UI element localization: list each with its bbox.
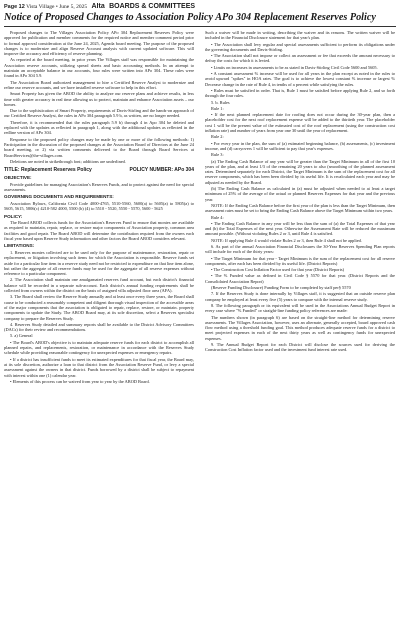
paragraph: Such a waiver will be made in writing, describing the waiver and its reasons. The written waiver will be included in the Financial Disclosure statement for that year's plan.	[205, 30, 395, 41]
paragraph: Response to the proposed policy changes may be made by one or more of the following methods: 1) Participation in the discussion of the proposed changes at the Association Board of Directors at the June 24 board meeting, or 2) via written comments delivered to the Board through Board Services at BoardServices@the-villages.com.	[4, 136, 194, 158]
paragraph: 9. The Annual Budget Report for each District will disclose the sources used for deriving the Construction Cost Inflation factor used and the investment fund interest rate used.	[205, 342, 395, 353]
policy-heading: POLICY:	[4, 213, 23, 219]
paragraph: • The Board's ABOD's objective is to maintain adequate reserve funds for each district to accomplish all planned repairs, and replacements, restoration, or maintenance in accordance with the Reserves Study schedule while providing reasonable contingency for unexpected expenses or emergency repairs.	[4, 339, 194, 356]
objective-heading: OBJECTIVE:	[4, 175, 32, 181]
issue-date: Vista Village • June 5, 2025	[26, 4, 88, 10]
left-column	[4, 30, 194, 614]
paragraph: • The Ending Cash Balance in any year will be less than the sum of (a) the Total Expenses of that year and (b) the Total Expenses of the next year. Otherwise the Assessment Rate will be reduced the maximum amount possible. (Without violating Rules 2 or 3, until Rule 4 is satisfied.	[205, 220, 395, 237]
paragraph: Rule 2:	[211, 134, 224, 140]
title-divider	[4, 26, 396, 27]
paragraph: • A constant assessment % increase will be used for all years in the plan except as noted in the rules to avoid upward "spikes" in HOA rates. The goal is to achieve the lowest constant % increase or largest % Decrease change in the rate of Rule 4, in tenths of a percent while satisfying the rules.	[205, 71, 395, 87]
paragraph: Smart Property has given the ABOD the ability to analyze our reserve plans and achieve results, in less time with greater accuracy in real time allowing us to protect, maintain and enhance Association assets – our homes.	[4, 91, 194, 107]
governing-heading: GOVERNING DOCUMENTS AND REQUIREMENTS:	[4, 194, 114, 200]
paragraph: 8. The following paragraph or its equivalent will be used in the Associations Annual Budget Report in every case where "% Funded" or straight-line funding policy references are made:	[205, 302, 395, 314]
paragraph: The numbers shown (in paragraph 6) are based on the straight-line method for determining reserve assessments. The Villages Association, however, uses an alternate, generally accepted, board approved cash flow method using a threshold funding goal. This method produces adequate reserve funds for a district to meet projected expenses in each of the next thirty years as well as contingency funds for unexpected expenses.	[205, 314, 395, 341]
paragraph: (b) The Ending Cash Balance as calculated in (a) must be adjusted when needed to at least a target minimum of 25% of the average of the actual or planned Reserves Expenses for that year and the previous year.	[205, 186, 395, 202]
paragraph: Therefore, it is recommended that the rules paragraph 5.9 b) through 4 in Apo 304 be deleted and replaced with the updates as reflected in paragraph 1, along with the additional updates as reflected in the redline version of APo 304.	[4, 119, 194, 136]
paragraph: The Board ABOD collects funds for the Association's Reserves Fund to ensure that monies are available as required to maintain, repair, replace, or restore major components of Association property, common area facilities and good repair. The Board ABOD will determine the contribution required from the owners each fiscal year based upon Reserve Study information and other factors the Board ABOD considers relevant.	[4, 220, 194, 242]
paragraph: Provide guidelines for managing Association's Reserves Funds, and to protect against the need for special assessments.	[4, 181, 194, 193]
paragraph: • For every year in the plan, the sum of (a) estimated beginning balance, (b) assessments, (c) investment income, and (d) carryovers 1 will be sufficient to pay that year's expenses.	[205, 140, 395, 151]
paragraph: (Reserve Funding Disclosure) Funding Form to be completed by staff per§ 5570	[211, 285, 351, 291]
paragraph: Due to the sophistication of Smart Property, requirements of Davis-Stirling and the hands-on approach of our Certified Reserve Analyst, the rules in APo 304 paragraph 5.9 b, as written, are no longer needed.	[4, 108, 194, 119]
paragraph: 5. a) General	[10, 333, 33, 339]
paragraph: • Elements of this process can be waived from year to year by the ABOD Board.	[10, 378, 150, 384]
paragraph: (a) The Ending Cash Balance of any year will be greater than the Target Minimum in all of the first 10 years of the plan, and at least 1/3 of the remaining 20 years to also (smoothing of the planned assessment rates. Determined separately for each District, the Target Minimum is the sum of the replacement cost for all reserve components, which has been been divided by its useful life. It is recalculated each year and may be adjusted as needed by the Board.	[205, 158, 395, 185]
article-title: Notice of Proposed Changes to Association Policy APo 304 Replacement Reserves Policy	[4, 12, 376, 23]
section-brand: Alta	[91, 3, 105, 10]
paragraph: NOTE: If the Ending Cash Balance before the first year of the plan is less than the Target Minimum, then assessment rates must be set to bring the Ending Cash Balance above the Target Minimum within two years.	[205, 202, 395, 214]
paragraph: The Association Board authorized management to hire a Certified Reserve Analyst to modernize and refine our reserve accounts, and we have installed reserve software to help in this effort.	[4, 79, 194, 90]
paragraph: • The Target Minimum for that year - Target Minimum is the sum of the replacement cost for all reserve components, after each has been divided by its useful life. (District Reports)	[205, 255, 395, 266]
policy-title-row	[4, 167, 194, 173]
paragraph: 1. Reserves monies collected are to be used only for the purpose of maintenance, restoration, repair or replacement, or litigation involving such items for which the Association is responsible. Reserve funds set aside for a particular line item in a reserve study need not be restricted to expenditure on that line item alone, but rather the aggregate of all reserve funds may be used for the aggregate of all reserve expenses without reference to a particular component.	[4, 249, 194, 277]
paragraph: 6. As part of the annual Association Financial Disclosures the 30-Year Reserves Spending Plan reports will include for each of the thirty years:	[205, 243, 395, 255]
paragraph: NOTE: If applying Rule 4 would violate Rules 2 or 3, then Rule 4 shall not be applied.	[211, 237, 362, 243]
policy-title: TITLE: Replacement Reserves Policy	[4, 167, 92, 174]
page-number: Page 12	[4, 4, 25, 10]
paragraph: • If a district has insufficient funds to meet its estimated expenditures for that fiscal year, the Board may, at its sole discretion, authorize a loan to that district from the Association Reserve Fund, or levy a special assessment against the owners in that district. Funds borrowed by a district shall be subject to repayment with interest within one (1) calendar year.	[4, 356, 194, 378]
paragraph: • The Construction Cost Inflation Factor used for that year (District Reports)	[211, 267, 345, 273]
paragraph: • The Association shall levy regular and special assessments sufficient to perform its obligations under the governing documents and Davis-Stirling.	[205, 41, 395, 52]
paragraph: Rule 1:	[211, 105, 224, 111]
paragraph: Proposed changes to The Villages Association Policy APo 304 Replacement Reserves Policy were approved for publication and member comments for the required notice and member comment period prior to formal approval consideration at the June 24, 2025, Agenda board meeting. The purpose of the proposed changes is to modernize and align Reserve Account analysis with current updated software. This will improve the accuracy and efficiency of reserve planning.	[4, 30, 194, 57]
paragraph: Deletions are noted in strikethrough font; additions are underlined.	[10, 158, 126, 164]
policy-number: POLICY NUMBER: APo 304	[129, 167, 194, 174]
paragraph: Rule 4:	[211, 214, 224, 220]
paragraph: • If the next planned replacement date for roofing does not occur during the 30-year plan, then a placeholder cost for the next roof replacement expense will be added to the thirtieth year. The placeholder cost 1 will be the present value of the estimated cost of the roof replacement (using the construction cost inflation rate) and number of years from year one 30 until the year of replacement.	[205, 112, 395, 134]
paragraph: • Rules must be satisfied in order. That is, Rule 1 must be satisfied before applying Rule 2, and so forth through the four rules.	[205, 87, 395, 99]
paragraph: 3. The Board shall review the Reserve Study annually and at least once every three years, the Board shall cause to be conducted a reasonably competent and diligent thorough visual inspection of the accessible areas of the major components that the association is obligated to repair, replace, restore, or maintain. property components to update the Study. The ABOD Board may, at its sole discretion, select a Reserves specialist company to prepare the Reserves Study.	[4, 294, 194, 321]
paragraph: • The Association shall not impose or collect an assessment or fee that exceeds the amount necessary to defray the costs for which it is levied.	[205, 53, 395, 64]
paragraph: Rule 3:	[211, 152, 224, 158]
paragraph: • Limits on increases in assessments to be as stated in Davis-Stirling Civil Code 5600 and 5605.	[211, 64, 378, 70]
paragraph: Association Bylaws, California Civil Code 4000-4765, 5510-5560, 5600(a) to 5605(a) to 5805(a) to 5605, 5615, 5806(c) 4210-582 4000, 5500 (b) (4) to 5510 - 5520, 5550 - 5570, 5600 - 5625	[4, 201, 194, 212]
right-column	[205, 30, 395, 614]
paragraph: 4. Reserves Study detailed and summary reports shall be available to the District Advisory Committees (DACs) for their review and recommendations.	[4, 321, 194, 333]
paragraph: • The % Funded value as defined in Civil Code § 5570 for that year. (District Reports and the Consolidated Association Report)	[205, 273, 395, 284]
section-name: BOARDS & COMMITTEES	[109, 3, 196, 10]
paragraph: 7. If the Reserves Study is done internally by Villages staff, it is suggested that an outside reserve plan company be employed at least every five (5) years to compare with the internal reserve study.	[205, 291, 395, 302]
paragraph: As reported at the board meeting, in prior years The Villages staff was responsible for maintaining the Association reserve accounts, utilizing spread sheets and basic accounting methods. In an attempt to maintain an acceptable balance in our accounts, four rules were written into APo 304. These rules were found in APo 304 5.9.	[4, 57, 194, 79]
paragraph: 5. b. Rules	[211, 99, 230, 105]
paragraph: 2. The Association shall maintain one amalgamated reserves fund account, but each district's financial balance will be recorded in a separate sub-account. Each district's annual funding requirements shall be collected from owners within the district on the basis of assigned villa adjusted floor area (AFA).	[4, 277, 194, 294]
limitations-heading: LIMITATIONS:	[4, 243, 35, 249]
